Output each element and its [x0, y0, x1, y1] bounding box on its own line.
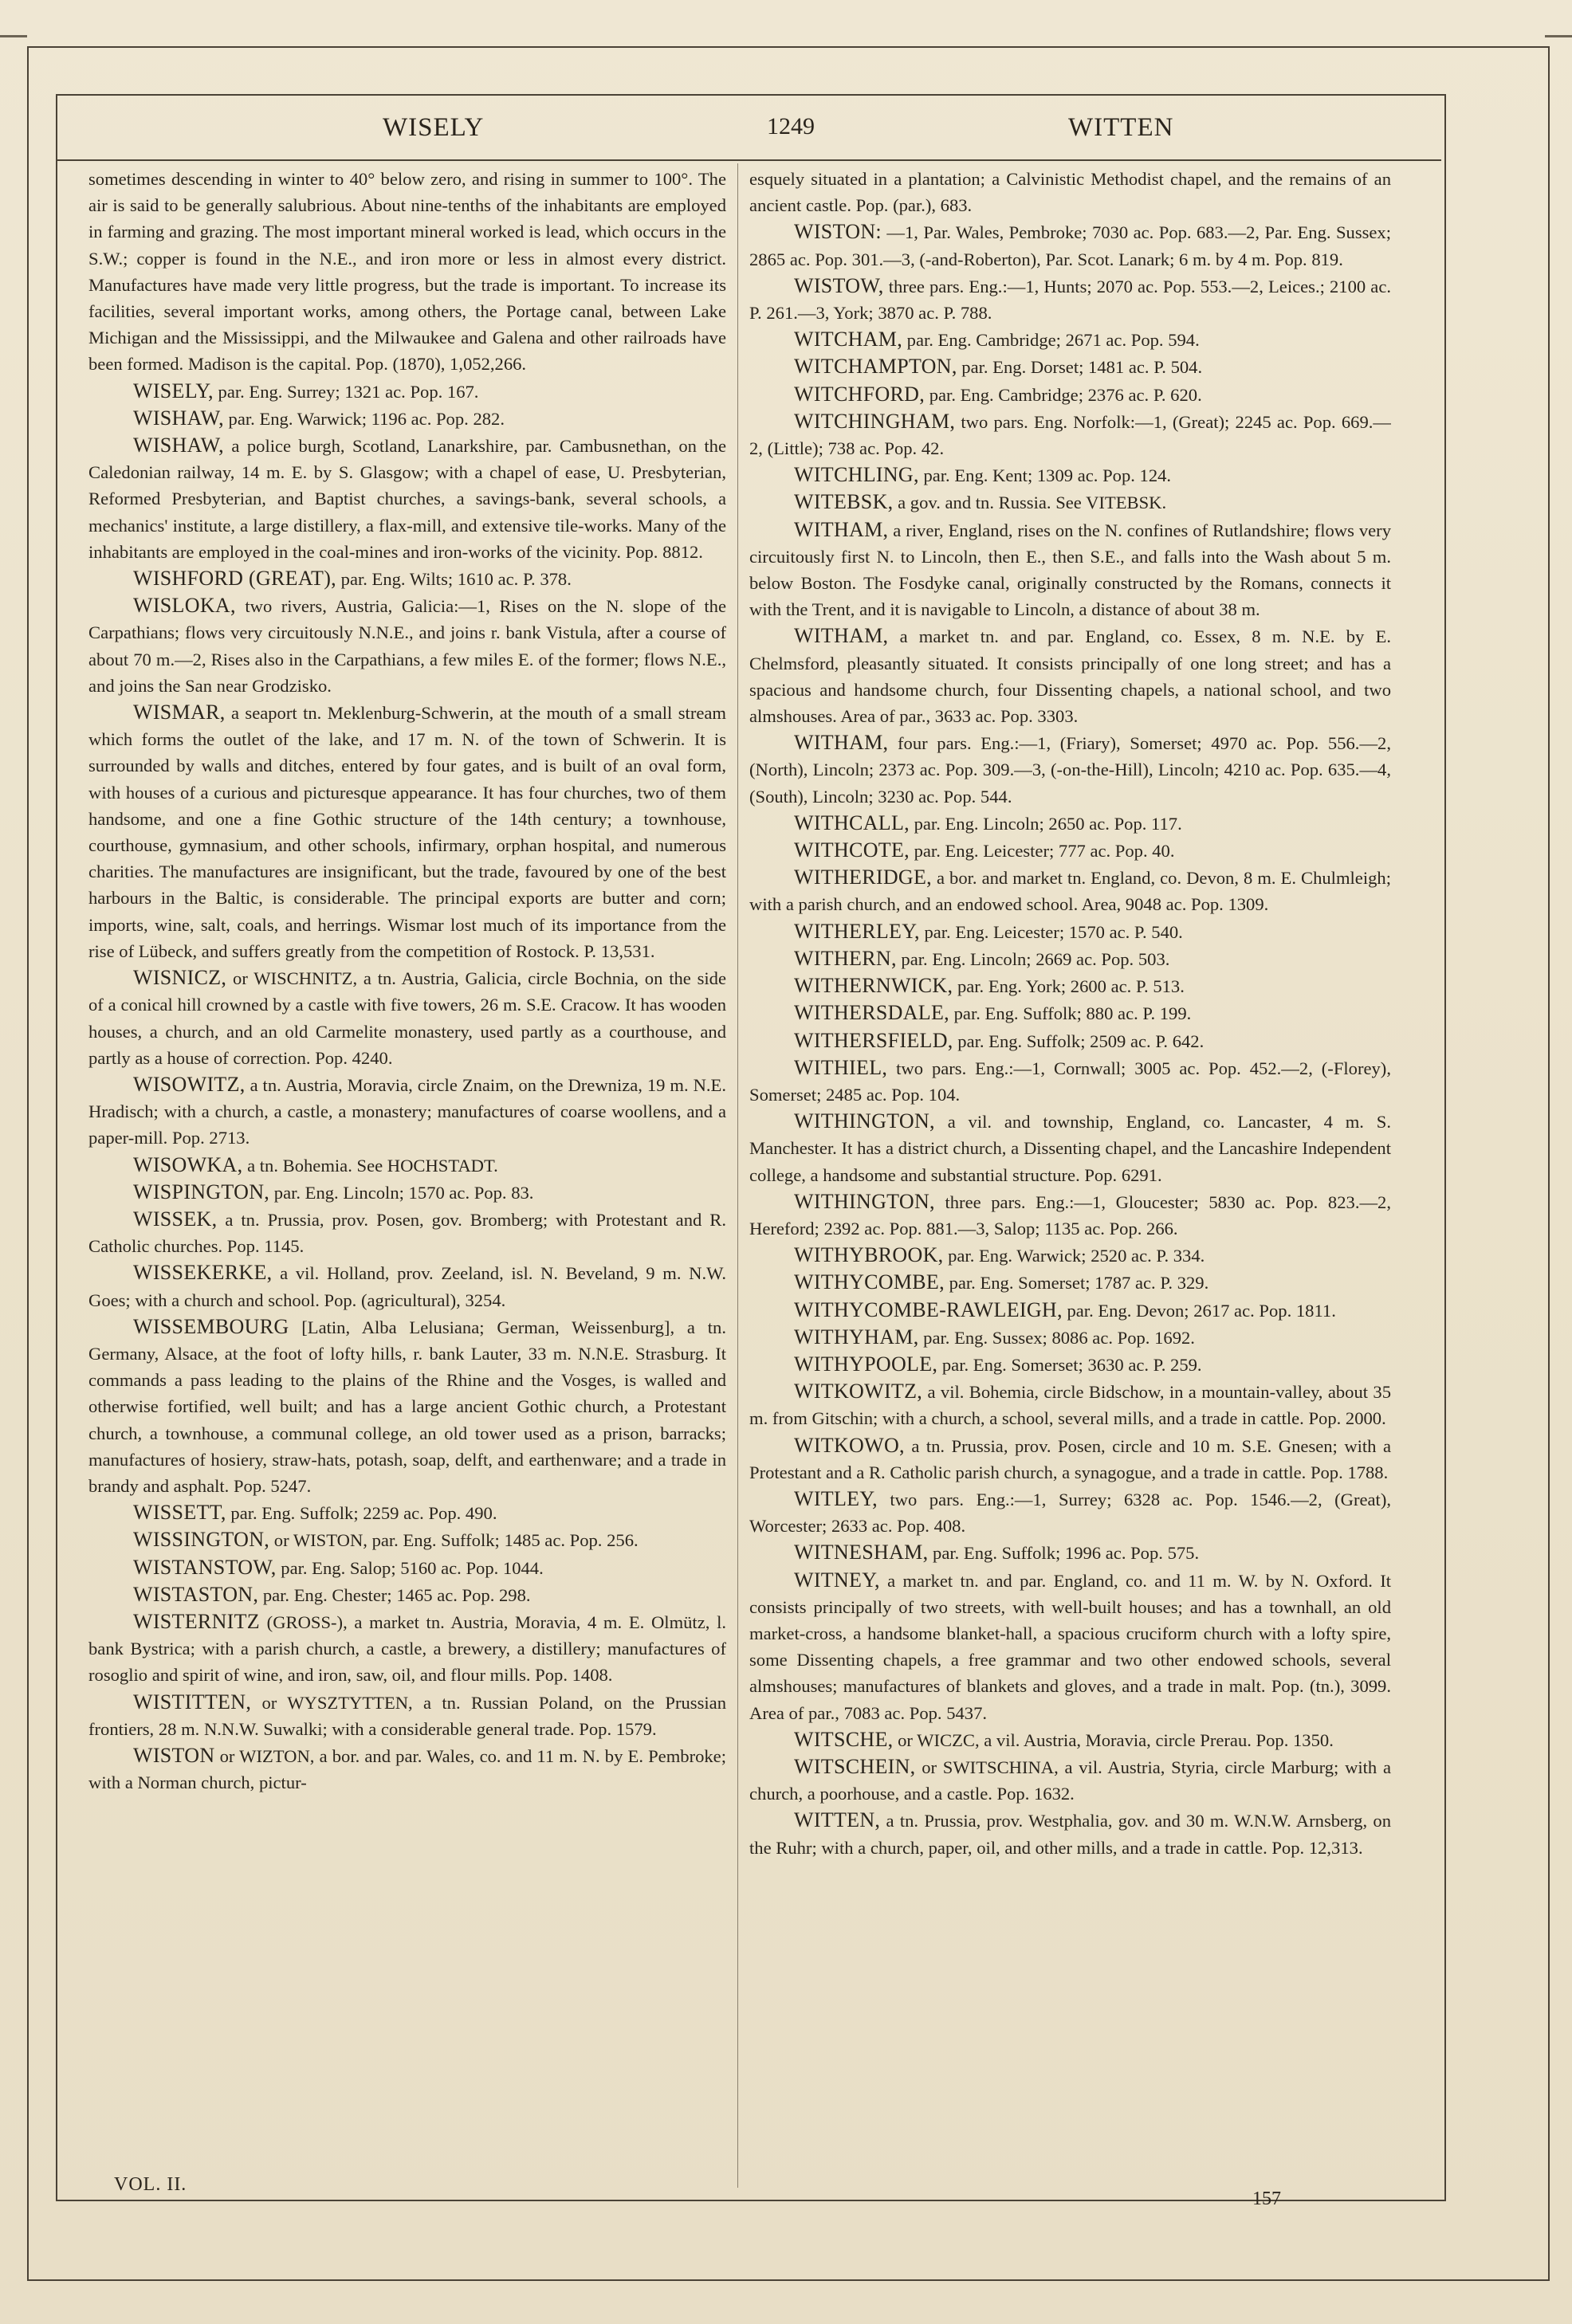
entry-headword: WITHERLEY, — [794, 919, 920, 943]
dictionary-entry — [749, 1108, 1391, 1188]
entry-headword: WITSCHEIN, — [794, 1754, 916, 1778]
dictionary-entry — [88, 592, 726, 699]
entry-headword: WISOWITZ, — [133, 1072, 246, 1096]
dictionary-entry — [749, 1351, 1391, 1378]
dictionary-entry — [88, 964, 726, 1071]
entry-headword: WITHYCOMBE-RAWLEIGH, — [794, 1297, 1063, 1321]
entry-text: par. Eng. Leicester; 777 ac. Pop. 40. — [914, 841, 1175, 862]
entry-headword: WITCHLING, — [794, 463, 919, 487]
dictionary-entry — [749, 1432, 1391, 1486]
entry-text: a market tn. and par. England, co. and 11 m. W. by N. Oxford. It consists principally of two streets, with well-built houses; and has a townhall, an old market-cross, a handsome blanket-hall, a spacious cruciform church with a lofty spire, some Dissenting chapels, a free grammar and two other endowed schools, several almshouses; manufactures of blankets and gloves, and a trade in malt. Pop. (tn.), 3099. Area of par., 7083 ac. Pop. 5437. — [749, 1570, 1391, 1723]
entry-headword: WITHINGTON, — [794, 1109, 935, 1133]
entry-headword: WISHFORD (GREAT), — [133, 567, 336, 591]
header-rule — [57, 159, 1441, 161]
entry-headword: WISSEK, — [133, 1207, 218, 1231]
entry-headword: WISPINGTON, — [133, 1180, 270, 1203]
dictionary-entry — [749, 489, 1391, 516]
entry-headword: WITKOWITZ, — [794, 1380, 923, 1403]
entry-text: a tn. Prussia, prov. Posen, gov. Bromberg; with Protestant and R. Catholic churches. Pop. 1145. — [88, 1209, 726, 1257]
page-number: 1249 — [767, 113, 815, 139]
dictionary-entry — [749, 1297, 1391, 1324]
dictionary-entry — [749, 166, 1391, 218]
dictionary-entry — [88, 1179, 726, 1206]
entry-headword: WITEBSK, — [794, 490, 894, 514]
entry-text: par. Eng. Sussex; 8086 ac. Pop. 1692. — [923, 1327, 1195, 1348]
dictionary-entry — [749, 1324, 1391, 1351]
entry-headword: WITNEY, — [794, 1568, 880, 1592]
entry-text: par. Eng. Suffolk; 880 ac. P. 199. — [953, 1003, 1192, 1024]
entry-text: or WISCHNITZ, a tn. Austria, Galicia, circle Bochnia, on the side of a conical hill crowned by a castle with five towers, 26 m. S.E. Cracow. It has wooden houses, a church, and an old Carmelite monastery, used partly as a courthouse, and partly as a house of correction. Pop. 4240. — [88, 968, 726, 1068]
entry-headword: WISSEKERKE, — [133, 1261, 273, 1285]
dictionary-entry — [749, 326, 1391, 353]
top-rule-left — [0, 35, 27, 37]
entry-text: or WISTON, par. Eng. Suffolk; 1485 ac. Pop. 256. — [273, 1530, 639, 1551]
dictionary-entry — [88, 166, 726, 378]
dictionary-entry — [88, 1581, 726, 1608]
entry-text: par. Eng. Lincoln; 2669 ac. Pop. 503. — [901, 948, 1170, 969]
entry-headword: WITHERNWICK, — [794, 974, 953, 998]
entry-headword: WITHINGTON, — [794, 1189, 935, 1213]
dictionary-entry — [749, 1027, 1391, 1054]
entry-text: par. Eng. York; 2600 ac. P. 513. — [957, 976, 1185, 997]
dictionary-entry — [749, 516, 1391, 623]
entry-text: par. Eng. Leicester; 1570 ac. P. 540. — [924, 921, 1183, 942]
entry-text: —1, Par. Wales, Pembroke; 7030 ac. Pop. 683.—2, Par. Eng. Sussex; 2865 ac. Pop. 301.—3, (-and-Roberton), Par. Scot. Lanark; 6 m. by 4 m. Pop. 819. — [749, 222, 1391, 269]
dictionary-entry — [88, 1152, 726, 1179]
entry-headword: WISMAR, — [133, 701, 226, 724]
entry-text: three pars. Eng.:—1, Hunts; 2070 ac. Pop. 553.—2, Leices.; 2100 ac. P. 261.—3, York; 3870 ac. P. 788. — [749, 276, 1391, 324]
entry-text: par. Eng. Suffolk; 2259 ac. Pop. 490. — [230, 1503, 497, 1524]
entry-text: a tn. Prussia, prov. Westphalia, gov. and 30 m. W.N.W. Arnsberg, on the Ruhr; with a church, paper, oil, and other mills, and a trade in cattle. Pop. 12,313. — [749, 1811, 1391, 1858]
dictionary-entry — [88, 1689, 726, 1742]
dictionary-entry — [88, 1499, 726, 1526]
entry-text: par. Eng. Lincoln; 2650 ac. Pop. 117. — [914, 813, 1182, 834]
entry-headword: WISTERNITZ — [133, 1609, 260, 1633]
entry-text: [Latin, Alba Lelusiana; German, Weissenburg], a tn. Germany, Alsace, at the foot of lofty hills, r. bank Lauter, 33 m. N.N.E. Strasburg. It commands a pass leading to the plains of the Rhine and the Vosges, is walled and otherwise fortified, well built; and has a large ancient Gothic church, a Protestant church, a townhouse, a communal college, an old tower used as a prison, barracks; manufactures of hosiery, straw-hats, potash, soap, delft, and earthenware; and a trade in brandy and asphalt. Pop. 5247. — [88, 1317, 726, 1496]
entry-text: a vil. and township, England, co. Lancaster, 4 m. S. Manchester. It has a district church, a Dissenting chapel, and the Lancashire Independent college, a handsome and substantial structure. Pop. 6291. — [749, 1112, 1391, 1185]
column-separator — [737, 163, 738, 2188]
dictionary-entry — [88, 1313, 726, 1499]
entry-headword: WITHERSFIELD, — [794, 1028, 953, 1052]
dictionary-entry — [88, 1608, 726, 1689]
entry-headword: WITCHAM, — [794, 328, 902, 351]
entry-text: par. Eng. Devon; 2617 ac. Pop. 1811. — [1067, 1300, 1336, 1321]
running-header — [57, 102, 1441, 155]
entry-text: par. Eng. Kent; 1309 ac. Pop. 124. — [923, 465, 1172, 486]
entry-text: two pars. Eng.:—1, Surrey; 6328 ac. Pop. 1546.—2, (Great), Worcester; 2633 ac. Pop. 408. — [749, 1489, 1391, 1537]
dictionary-entry — [749, 864, 1391, 917]
entry-headword: WISOWKA, — [133, 1152, 243, 1176]
dictionary-entry — [88, 565, 726, 592]
left-column — [88, 166, 726, 2182]
entry-text: par. Eng. Somerset; 1787 ac. P. 329. — [949, 1273, 1209, 1294]
header-left-guideword: WISELY — [383, 113, 485, 142]
entry-headword: WISTON — [133, 1743, 215, 1767]
entry-text: two pars. Eng.:—1, Cornwall; 3005 ac. Pop. 452.—2, (-Florey), Somerset; 2485 ac. Pop. 104. — [749, 1058, 1391, 1105]
dictionary-entry — [749, 622, 1391, 729]
entry-text: four pars. Eng.:—1, (Friary), Somerset; 4970 ac. Pop. 556.—2, (North), Lincoln; 2373 ac. Pop. 309.—3, (-on-the-Hill), Lincoln; 4210 ac. Pop. 635.—4, (South), Lincoln; 3230 ac. Pop. 544. — [749, 733, 1391, 807]
dictionary-entry — [749, 408, 1391, 461]
entry-headword: WISTOW, — [794, 273, 884, 297]
entry-headword: WITHERSDALE, — [794, 1001, 949, 1025]
entry-headword: WISHAW, — [133, 406, 224, 430]
entry-headword: WISELY, — [133, 379, 214, 402]
entry-text: a tn. Prussia, prov. Posen, circle and 10 m. S.E. Gnesen; with a Protestant and a R. Catholic parish church, a synagogue, and a trade in cattle. Pop. 1788. — [749, 1435, 1391, 1482]
entry-text: or WICZC, a vil. Austria, Moravia, circle Prerau. Pop. 1350. — [898, 1729, 1334, 1750]
entry-text: three pars. Eng.:—1, Gloucester; 5830 ac. Pop. 823.—2, Hereford; 2392 ac. Pop. 881.—3, Salop; 1135 ac. Pop. 266. — [749, 1191, 1391, 1239]
entry-headword: WITHERIDGE, — [794, 866, 932, 889]
entry-headword: WISNICZ, — [133, 966, 227, 990]
entry-headword: WITHAM, — [794, 517, 889, 541]
dictionary-entry — [88, 405, 726, 432]
entry-headword: WISTASTON, — [133, 1582, 259, 1606]
dictionary-entry — [749, 1188, 1391, 1242]
entry-text: par. Eng. Suffolk; 1996 ac. Pop. 575. — [933, 1543, 1200, 1564]
dictionary-entry — [749, 837, 1391, 864]
entry-text: sometimes descending in winter to 40° below zero, and rising in summer to 100°. The air is said to be generally salubrious. About nine-tenths of the inhabitants are employed in farming and grazing. The most important mineral worked is lead, which occurs in the S.W.; copper is found in the N.E., and iron more or less in almost every district. Manufactures have made very little progress, but the trade is important. To increase its facilities, several important works, among others, the Portage canal, between Lake Michigan and the Mississippi, and the Milwaukee and Galena and other railroads have been formed. Madison is the capital. Pop. (1870), 1,052,266. — [88, 169, 726, 375]
entry-text: par. Eng. Lincoln; 1570 ac. Pop. 83. — [273, 1182, 534, 1203]
entry-headword: WISSINGTON, — [133, 1528, 270, 1552]
entry-text: or WYSZTYTTEN, a tn. Russian Poland, on the Prussian frontiers, 28 m. N.N.W. Suwalki; with a considerable general trade. Pop. 1579. — [88, 1692, 726, 1739]
dictionary-entry — [749, 972, 1391, 999]
entry-text: two pars. Eng. Norfolk:—1, (Great); 2245 ac. Pop. 669.—2, (Little); 738 ac. Pop. 42. — [749, 411, 1391, 459]
entry-text: a seaport tn. Meklenburg-Schwerin, at the mouth of a small stream which forms the outlet of the lake, and 17 m. N. of the town of Schwerin. It is surrounded by walls and ditches, entered by four gates, and is built of an oval form, with houses of a curious and picturesque appearance. It has four churches, two of them handsome, and one a fine Gothic structure of the 14th century; a townhouse, courthouse, gymnasium, and other schools, infirmary, orphan hospital, and numerous charities. The manufactures are insignificant, but the trade, favoured by one of the best harbours in the Baltic, is considerable. The principal exports are butter and corn; imports, wine, salt, coals, and herrings. Wismar lost much of its importance from the rise of Lübeck, and suffers greatly from the competition of Rostock. P. 13,531. — [88, 703, 726, 961]
entry-text: a tn. Austria, Moravia, circle Znaim, on the Drewniza, 19 m. N.E. Hradisch; with a church, a castle, a monastery; manufactures of coarse woollens, and a paper-mill. Pop. 2713. — [88, 1074, 726, 1148]
entry-headword: WITHAM, — [794, 624, 889, 648]
dictionary-entry — [749, 353, 1391, 380]
signature-mark: 157 — [1252, 2189, 1281, 2209]
dictionary-entry — [749, 1567, 1391, 1726]
dictionary-entry — [749, 729, 1391, 810]
dictionary-entry — [749, 999, 1391, 1027]
entry-text: a river, England, rises on the N. confines of Rutlandshire; flows very circuitously first N. to Lincoln, then E., then S.E., and falls into the Wash about 5 m. below Boston. The Fosdyke canal, originally constructed by the Romans, connects it with the Trent, and it is navigable to Lincoln, a distance of about 38 m. — [749, 520, 1391, 620]
entry-text: a market tn. and par. England, co. Essex, 8 m. N.E. by E. Chelmsford, pleasantly situated. It consists principally of one long street; and has a spacious and handsome church, four Dissenting chapels, a national school, and two almshouses. Area of par., 3633 ac. Pop. 3303. — [749, 626, 1391, 727]
dictionary-entry — [88, 1554, 726, 1581]
dictionary-entry — [88, 378, 726, 405]
dictionary-entry — [88, 699, 726, 964]
entry-text: a bor. and market tn. England, co. Devon, 8 m. E. Chulmleigh; with a parish church, and an endowed school. Area, 9048 ac. Pop. 1309. — [749, 868, 1391, 915]
entry-headword: WISTON: — [794, 220, 882, 244]
entry-text: par. Eng. Cambridge; 2376 ac. P. 620. — [929, 384, 1202, 405]
dictionary-entry — [88, 1526, 726, 1553]
dictionary-entry — [749, 218, 1391, 272]
entry-text: or SWITSCHINA, a vil. Austria, Styria, circle Marburg; with a church, a poorhouse, and a castle. Pop. 1632. — [749, 1757, 1391, 1804]
entry-headword: WITHYHAM, — [794, 1325, 919, 1348]
entry-text: a vil. Holland, prov. Zeeland, isl. N. Beveland, 9 m. N.W. Goes; with a church and school. Pop. (agricultural), 3254. — [88, 1263, 726, 1310]
dictionary-entry — [88, 1071, 726, 1152]
dictionary-entry — [749, 810, 1391, 837]
entry-headword: WISTITTEN, — [133, 1690, 252, 1714]
entry-text: a tn. Bohemia. See HOCHSTADT. — [247, 1155, 498, 1176]
dictionary-entry — [88, 1206, 726, 1259]
dictionary-entry — [749, 1242, 1391, 1269]
entry-text: par. Eng. Salop; 5160 ac. Pop. 1044. — [281, 1557, 544, 1578]
entry-text: par. Eng. Suffolk; 2509 ac. P. 642. — [957, 1030, 1205, 1051]
entry-headword: WITHYPOOLE, — [794, 1352, 938, 1376]
dictionary-entry — [749, 1054, 1391, 1108]
entry-text: par. Eng. Chester; 1465 ac. Pop. 298. — [262, 1584, 531, 1605]
entry-headword: WITHYCOMBE, — [794, 1270, 945, 1294]
dictionary-entry — [88, 1742, 726, 1796]
entry-text: (GROSS-), a market tn. Austria, Moravia, 4 m. E. Olmütz, l. bank Bystrica; with a parish church, a castle, a brewery, a distillery; manufactures of rosoglio and spirit of wine, and iron, saw, oil, and flour mills. Pop. 1408. — [88, 1611, 726, 1686]
entry-headword: WISTANSTOW, — [133, 1555, 277, 1579]
entry-headword: WITSCHE, — [794, 1727, 894, 1751]
entry-headword: WISHAW, — [133, 434, 224, 457]
entry-headword: WITHCALL, — [794, 811, 910, 834]
dictionary-entry — [749, 1539, 1391, 1566]
entry-headword: WITNESHAM, — [794, 1541, 929, 1564]
entry-headword: WITCHAMPTON, — [794, 355, 957, 379]
dictionary-entry — [749, 461, 1391, 489]
dictionary-entry — [749, 381, 1391, 408]
entry-text: par. Eng. Dorset; 1481 ac. P. 504. — [961, 357, 1203, 378]
entry-text: a gov. and tn. Russia. See VITEBSK. — [898, 493, 1167, 513]
dictionary-entry — [749, 1726, 1391, 1753]
dictionary-entry — [749, 1378, 1391, 1431]
entry-text: two rivers, Austria, Galicia:—1, Rises on the N. slope of the Carpathians; flows very circuitously N.N.E., and joins r. bank Vistula, after a course of about 70 m.—2, Rises also in the Carpathians, a few miles E. of the former; flows N.E., and joins the San near Grodzisko. — [88, 596, 726, 696]
dictionary-entry — [749, 945, 1391, 972]
entry-text: par. Eng. Somerset; 3630 ac. P. 259. — [941, 1354, 1202, 1375]
entry-headword: WITKOWO, — [794, 1433, 905, 1457]
entry-text: par. Eng. Surrey; 1321 ac. Pop. 167. — [218, 381, 479, 402]
dictionary-entry — [749, 1807, 1391, 1860]
right-column — [749, 166, 1391, 2182]
entry-text: par. Eng. Warwick; 1196 ac. Pop. 282. — [228, 408, 505, 429]
dictionary-entry — [749, 1753, 1391, 1807]
dictionary-entry — [88, 432, 726, 565]
entry-headword: WISSETT, — [133, 1501, 226, 1525]
entry-text: par. Eng. Wilts; 1610 ac. P. 378. — [340, 569, 572, 590]
entry-headword: WITCHINGHAM, — [794, 409, 956, 433]
volume-marker: VOL. II. — [114, 2174, 187, 2195]
dictionary-entry — [749, 1269, 1391, 1296]
entry-headword: WITCHFORD, — [794, 382, 926, 406]
entry-headword: WISSEMBOURG — [133, 1314, 289, 1338]
entry-text: a vil. Bohemia, circle Bidschow, in a mountain-valley, about 35 m. from Gitschin; with a church, a school, several mills, and a trade in cattle. Pop. 2000. — [749, 1382, 1391, 1429]
entry-text: or WIZTON, a bor. and par. Wales, co. and 11 m. N. by E. Pembroke; with a Norman church, pictur- — [88, 1745, 726, 1793]
entry-headword: WITHYBROOK, — [794, 1243, 944, 1267]
entry-headword: WITHAM, — [794, 731, 889, 755]
entry-headword: WITHERN, — [794, 946, 897, 970]
header-right-guideword: WITTEN — [1068, 113, 1174, 142]
entry-text: par. Eng. Cambridge; 2671 ac. Pop. 594. — [906, 330, 1200, 351]
entry-headword: WISLOKA, — [133, 594, 236, 618]
entry-headword: WITLEY, — [794, 1486, 878, 1510]
entry-text: par. Eng. Warwick; 2520 ac. P. 334. — [948, 1246, 1205, 1266]
top-rule-right — [1545, 35, 1572, 37]
entry-headword: WITTEN, — [794, 1808, 881, 1832]
dictionary-entry — [749, 918, 1391, 945]
dictionary-entry — [749, 273, 1391, 326]
entry-headword: WITHCOTE, — [794, 838, 910, 862]
dictionary-entry — [749, 1486, 1391, 1539]
dictionary-entry — [88, 1259, 726, 1313]
entry-headword: WITHIEL, — [794, 1055, 888, 1079]
entry-text: a police burgh, Scotland, Lanarkshire, par. Cambusnethan, on the Caledonian railway, 14 m. E. by S. Glasgow; with a chapel of ease, U. Presbyterian, Reformed Presbyterian, and Baptist churches, a savings-bank, several schools, a mechanics' institute, a large distillery, a flax-mill, and extensive tile-works. Many of the inhabitants are employed in the coal-mines and iron-works of the vicinity. Pop. 8812. — [88, 436, 726, 562]
entry-text: esquely situated in a plantation; a Calvinistic Methodist chapel, and the remains of an ancient castle. Pop. (par.), 683. — [749, 169, 1391, 216]
